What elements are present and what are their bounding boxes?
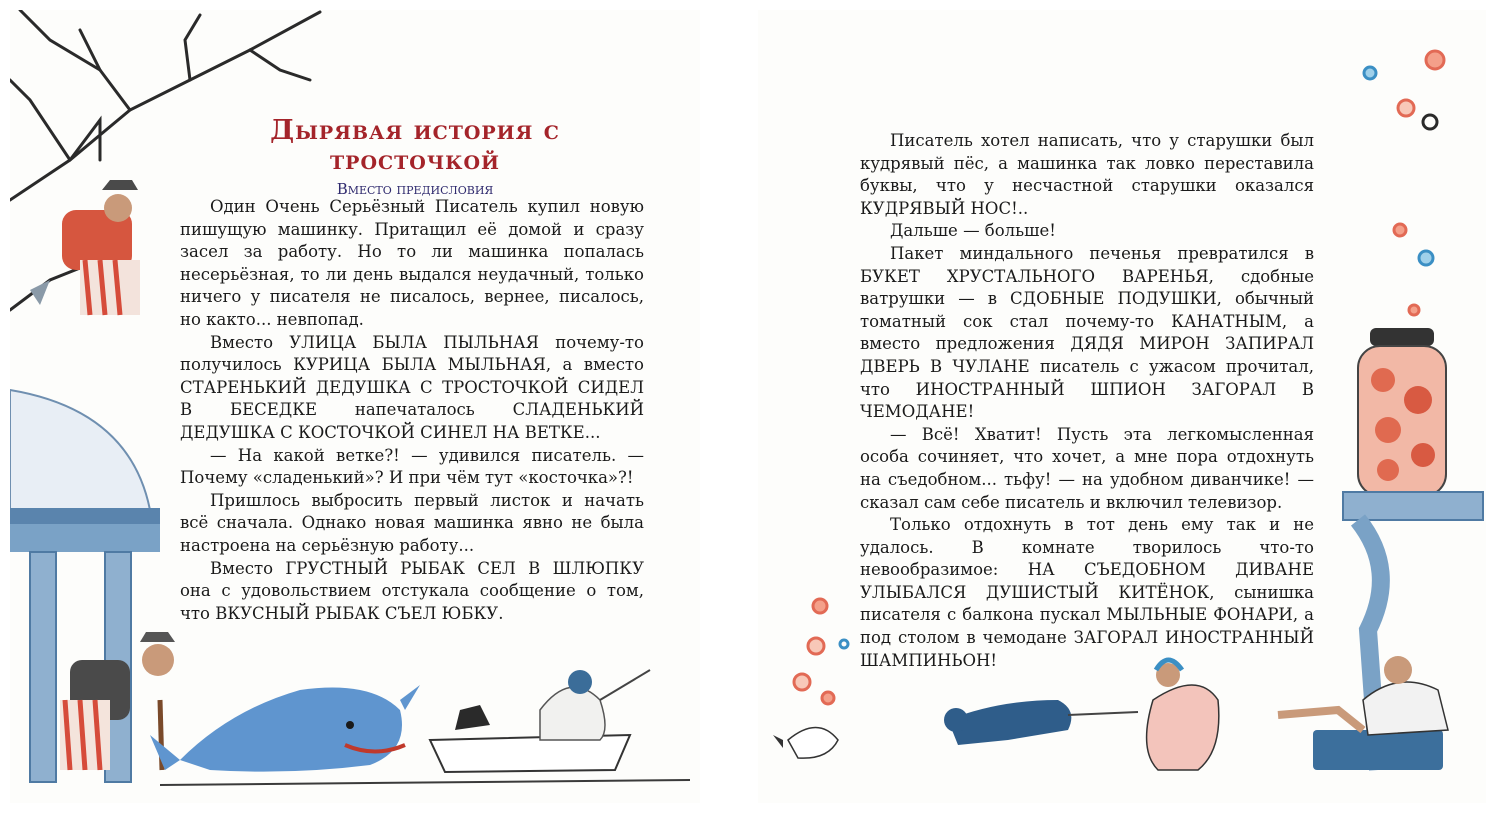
jar-illustration <box>1358 328 1446 496</box>
paragraph: Писатель хотел написать, что у старушки был кудрявый пёс, а машинка так ловко переставила буквы, что у несчастной старушки оказался КУДРЯВЫЙ НОС!.. <box>860 131 1314 218</box>
bird-illustration <box>773 728 838 759</box>
paragraph: Вместо УЛИЦА БЫЛА ПЫЛЬНАЯ почему-то получилось КУРИЦА БЫЛА МЫЛЬНАЯ, а вместо СТАРЕНЬКИЙ ДЕДУШКА С ТРОСТОЧКОЙ СИДЕЛ В БЕСЕДКЕ напечаталось СЛАДЕНЬКИЙ ДЕДУШКА С КОСТОЧКОЙ СИНЕЛ НА ВЕТКЕ... <box>180 332 644 442</box>
paragraph: Дальше — больше! <box>890 221 1056 241</box>
left-page <box>10 10 700 803</box>
paragraph: Один Очень Серьёзный Писатель купил новую пишущую машинку. Притащил её домой и сразу засел за работу. Но то ли машинка попалась несерьёзная, то ли день выдался неудачный, только ничего у писателя не писалось, вернее, писалось, но както... невпопад. <box>180 197 644 329</box>
paragraph: Только отдохнуть в тот день ему так и не удалось. В комнате творилось что-то невообразимое: НА СЪЕДОБНОМ ДИВАНЕ УЛЫБАЛСЯ ДУШИСТЫЙ КИТЁНОК, сынишка писателя с балкона пускал МЫЛЬНЫЕ ФОНАРИ, а под столом в чемодане ЗАГОРАЛ ИНОСТРАННЫЙ ШАМПИНЬОН! <box>860 515 1314 670</box>
paragraph: Пришлось выбросить первый листок и начать всё сначала. Однако новая машинка явно не была настроена на серьёзную работу... <box>180 490 644 555</box>
fisherman-boat-illustration <box>430 670 650 772</box>
chapter-title: Дырявая история с тросточкой <box>270 115 560 176</box>
left-page-text <box>180 196 644 625</box>
whale-illustration <box>150 685 420 772</box>
right-page-text <box>860 130 1314 672</box>
paragraph: — На какой ветке?! — удивился писатель. — Почему «сладенький»? И при чём тут «косточка»?! <box>180 445 644 488</box>
paragraph: Вместо ГРУСТНЫЙ РЫБАК СЕЛ В ШЛЮПКУ она с удовольствием отстукала сообщение о том, что ВКУСНЫЙ РЫБАК СЪЕЛ ЮБКУ. <box>180 558 644 623</box>
chapter-subtitle: Вместо предисловия <box>336 180 494 198</box>
dog-and-old-woman-illustration <box>944 660 1219 770</box>
right-page <box>758 10 1486 803</box>
chapter-heading <box>180 116 650 198</box>
paragraph: — Всё! Хватит! Пусть эта легкомысленная особа сочиняет, что хочет, а мне пора отдохнуть на съедобном... тьфу! — на удобном диванчике! — сказал сам себе писатель и включил телевизор. <box>860 424 1314 512</box>
old-man-on-branch-illustration <box>30 180 140 315</box>
paragraph: Пакет миндального печенья превратился в БУКЕТ ХРУСТАЛЬНОГО ВАРЕНЬЯ, сдобные ватрушки — в СДОБНЫЕ ПОДУШКИ, обычный томатный сок стал почему-то КАНАТНЫМ, а вместо предложения ДЯДЯ МИРОН ЗАПИРАЛ ДВЕРЬ В ЧУЛАНЕ писатель с ужасом прочитал, что ИНОСТРАННЫЙ ШПИОН ЗАГОРАЛ В ЧЕМОДАНЕ! <box>860 243 1314 422</box>
page-gutter <box>700 0 758 813</box>
